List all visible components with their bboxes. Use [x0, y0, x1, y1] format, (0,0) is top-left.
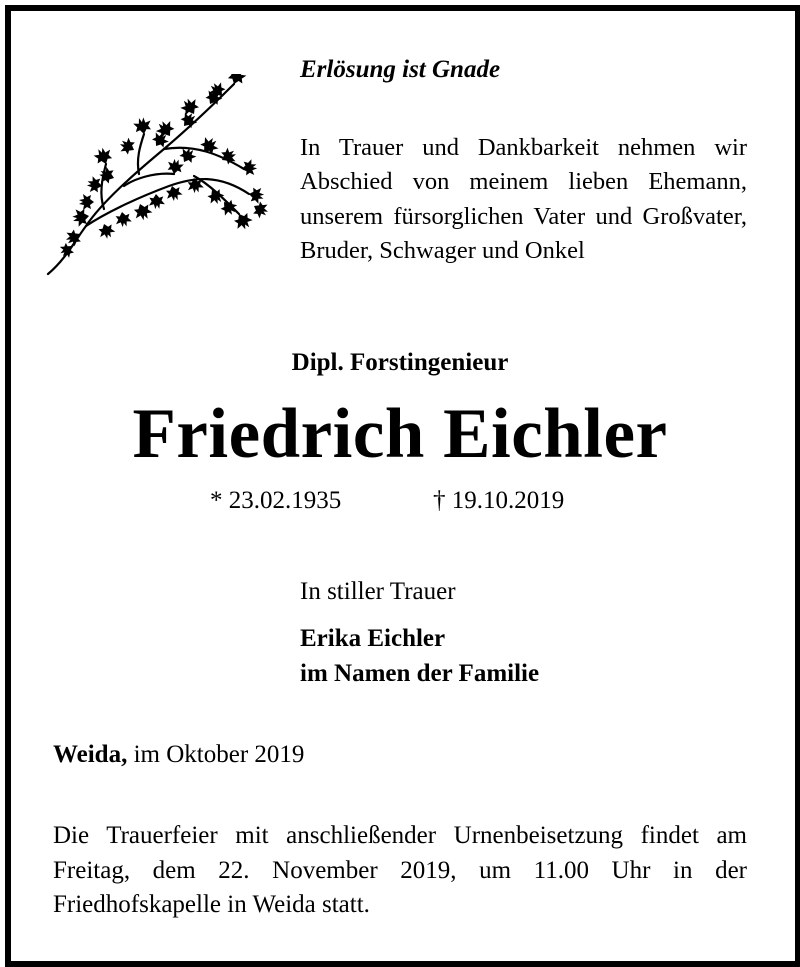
mourner-line: im Namen der Familie [300, 659, 540, 687]
birth-date: * 23.02.1935 [210, 487, 342, 514]
mourners [300, 622, 539, 691]
motto: Erlösung ist Gnade [300, 56, 501, 83]
place-date [53, 741, 304, 769]
deceased-name: Friedrich Eichler [132, 395, 668, 473]
mourning-phrase: In stiller Trauer [300, 578, 456, 605]
deceased-title: Dipl. Forstingenieur [291, 349, 509, 376]
death-date: † 19.10.2019 [433, 487, 565, 514]
funeral-notice: Die Trauerfeier mit anschließender Urnenbeisetzung findet am Freitag, dem 22. November 2019, um 11.00 Uhr in der Friedhofskapelle in Weida statt. [53, 822, 747, 918]
maple-branch-icon [44, 74, 274, 284]
intro-text: In Trauer und Dankbarkeit nehmen wir Abschied von meinem lieben Ehemann, unserem fürsorglichen Vater und Großvater, Bruder, Schwager und Onkel [300, 134, 747, 265]
place: Weida, [53, 741, 128, 768]
mourner-line: Erika Eichler [300, 625, 446, 652]
date: im Oktober 2019 [133, 741, 305, 768]
